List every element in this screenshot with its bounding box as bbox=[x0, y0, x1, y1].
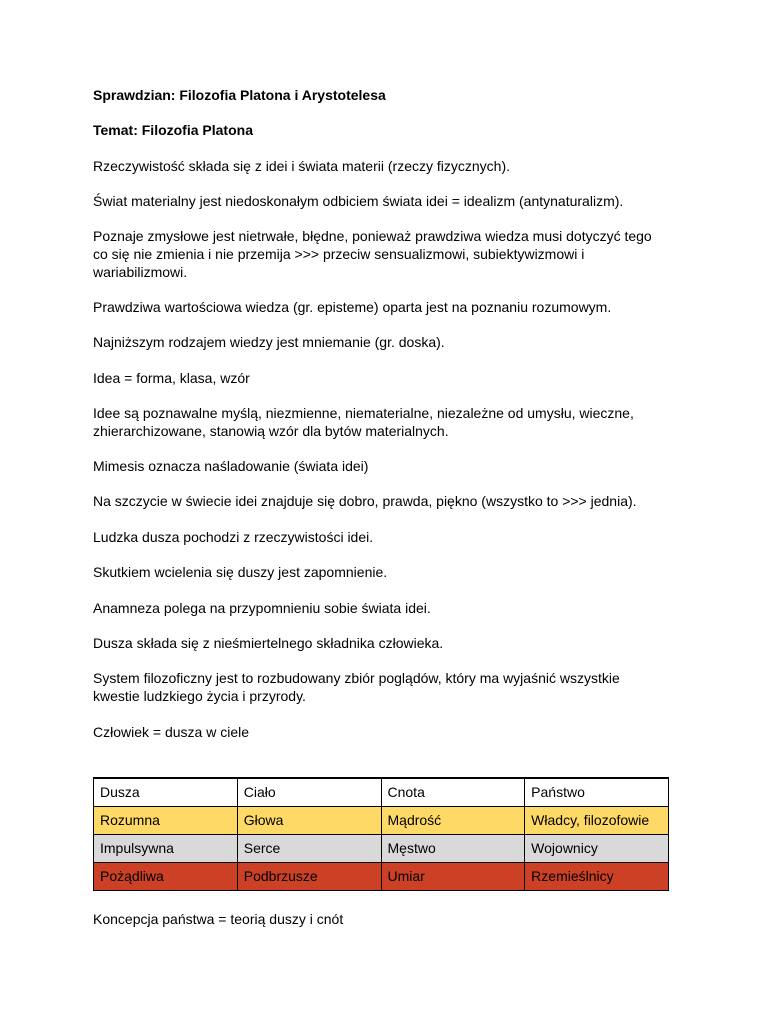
table-cell: Pożądliwa bbox=[94, 862, 238, 890]
paragraph-line: Świat materialny jest niedoskonałym odbiciem świata idei = idealizm (antynaturalizm). bbox=[93, 193, 624, 209]
closing-line: Koncepcja państwa = teorią duszy i cnót bbox=[93, 911, 344, 927]
paragraph-line: Dusza składa się z nieśmiertelnego składnika człowieka. bbox=[93, 635, 444, 651]
table-cell: Władcy, filozofowie bbox=[525, 806, 669, 834]
paragraph-line: System filozoficzny jest to rozbudowany zbiór poglądów, który ma wyjaśnić wszystkie bbox=[93, 670, 620, 686]
paragraph-8 bbox=[93, 457, 368, 475]
paragraph-6 bbox=[93, 369, 250, 387]
table-cell: Rozumna bbox=[94, 806, 238, 834]
table-row bbox=[94, 834, 669, 862]
table-cell: Serce bbox=[237, 834, 381, 862]
paragraph-line: Mimesis oznacza naśladowanie (świata idei) bbox=[93, 458, 369, 474]
table-cell: Głowa bbox=[237, 806, 381, 834]
topic-heading: Temat: Filozofia Platona bbox=[93, 122, 253, 138]
paragraph-line: Poznaje zmysłowe jest nietrwałe, błędne, ponieważ prawdziwa wiedza musi dotyczyć tego bbox=[93, 228, 652, 244]
paragraph-line: Prawdziwa wartościowa wiedza (gr. episteme) oparta jest na poznaniu rozumowym. bbox=[93, 299, 612, 315]
table-cell: Podbrzusze bbox=[237, 862, 381, 890]
paragraph-2 bbox=[93, 192, 623, 210]
paragraph-line: co się nie zmienia i nie przemija >>> przeciw sensualizmowi, subiektywizmowi i bbox=[93, 246, 585, 262]
table-cell: Męstwo bbox=[381, 834, 525, 862]
paragraph-line: Ludzka dusza pochodzi z rzeczywistości idei. bbox=[93, 529, 374, 545]
paragraph-5 bbox=[93, 333, 445, 351]
soul-virtue-table bbox=[93, 777, 669, 891]
table-header-cell: Państwo bbox=[525, 778, 669, 806]
paragraph-line: Anamneza polega na przypomnieniu sobie świata idei. bbox=[93, 600, 431, 616]
table-cell: Umiar bbox=[381, 862, 525, 890]
table-cell: Wojownicy bbox=[525, 834, 669, 862]
paragraph-3 bbox=[93, 227, 652, 281]
table-row bbox=[94, 862, 669, 890]
paragraph-line: Najniższym rodzajem wiedzy jest mniemanie (gr. doska). bbox=[93, 334, 445, 350]
paragraph-line: Idea = forma, klasa, wzór bbox=[93, 370, 250, 386]
table-header-cell: Dusza bbox=[94, 778, 238, 806]
table-cell: Rzemieślnicy bbox=[525, 862, 669, 890]
paragraph-1 bbox=[93, 157, 510, 175]
document-title: Sprawdzian: Filozofia Platona i Arystotelesa bbox=[93, 87, 386, 103]
table-header-row bbox=[94, 778, 669, 806]
paragraph-line: Człowiek = dusza w ciele bbox=[93, 724, 250, 740]
paragraph-13 bbox=[93, 634, 443, 652]
paragraph-4 bbox=[93, 298, 611, 316]
paragraph-10 bbox=[93, 528, 373, 546]
paragraph-line: Na szczycie w świecie idei znajduje się dobro, prawda, piękno (wszystko to >>> jednia). bbox=[93, 493, 637, 509]
paragraph-14 bbox=[93, 669, 620, 705]
paragraph-7 bbox=[93, 404, 634, 440]
paragraph-11 bbox=[93, 563, 387, 581]
paragraph-line: Skutkiem wcielenia się duszy jest zapomnienie. bbox=[93, 564, 388, 580]
paragraph-line: kwestie ludzkiego życia i przyrody. bbox=[93, 688, 306, 704]
paragraph-line: zhierarchizowane, stanowią wzór dla bytów materialnych. bbox=[93, 423, 449, 439]
paragraph-line: Idee są poznawalne myślą, niezmienne, niematerialne, niezależne od umysłu, wieczne, bbox=[93, 405, 634, 421]
paragraph-line: Rzeczywistość składa się z idei i świata materii (rzeczy fizycznych). bbox=[93, 158, 510, 174]
table-header-cell: Ciało bbox=[237, 778, 381, 806]
paragraph-12 bbox=[93, 599, 431, 617]
paragraph-line: wariabilizmowi. bbox=[93, 264, 188, 280]
table-row bbox=[94, 806, 669, 834]
table-cell: Impulsywna bbox=[94, 834, 238, 862]
table-cell: Mądrość bbox=[381, 806, 525, 834]
paragraph-15 bbox=[93, 723, 249, 741]
table-header-cell: Cnota bbox=[381, 778, 525, 806]
paragraph-9 bbox=[93, 492, 637, 510]
